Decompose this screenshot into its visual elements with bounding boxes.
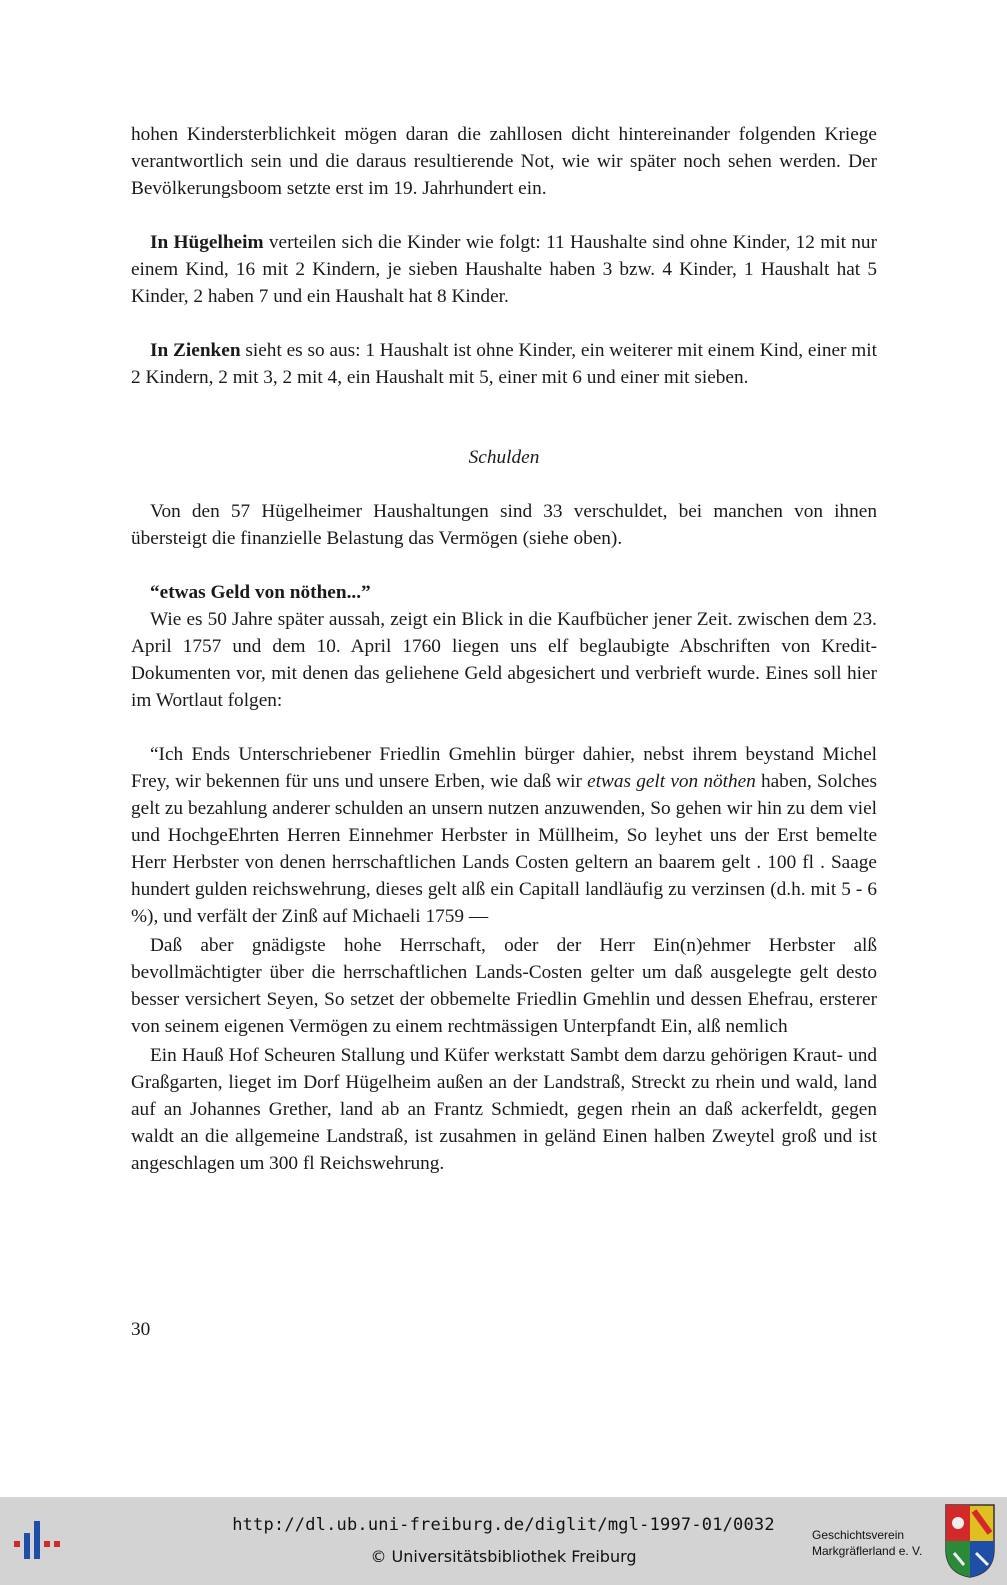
society-name-line-1: Geschichtsverein	[812, 1528, 905, 1542]
quote-1-italic: etwas gelt von nöthen	[587, 771, 756, 792]
quote-paragraph-1	[131, 741, 877, 930]
footer-bar	[0, 1497, 1007, 1585]
society-name	[812, 1527, 922, 1559]
society-name-line-2: Markgräflerland e. V.	[812, 1544, 923, 1558]
paragraph-zienken	[131, 337, 877, 391]
paragraph-huegelheim-text: verteilen sich die Kinder wie folgt: 11 Haushalte sind ohne Kinder, 12 mit nur einem Kind, 16 mit 2 Kindern, je sieben Haushalte haben 3 bzw. 4 Kinder, 1 Haushalt hat 5 Kinder, 2 haben 7 und ein Haushalt hat 8 Kinder.	[131, 232, 877, 307]
paragraph-credit-documents: Wie es 50 Jahre später aussah, zeigt ein Blick in die Kaufbücher jener Zeit. zwischen dem 23. April 1757 und dem 10. April 1760 liegen uns elf beglaubigte Abschriften von Kredit-Dokumenten vor, mit denen das geliehene Geld abgesichert und verbrieft wurde. Eines soll hier im Wortlaut folgen:	[131, 609, 877, 711]
quote-1-part-a: “Ich Ends Unterschriebener Friedlin Gmehlin bürger dahier, nebst ihrem beystand Michel Frey, wir bekennen für uns und unsere Erben, wie daß wir	[131, 744, 877, 792]
document-page	[131, 121, 877, 1177]
paragraph-child-mortality: hohen Kindersterblichkeit mögen daran die zahllosen dicht hintereinander folgenden Kriege verantwortlich sein und die daraus resultierende Not, wie wir später noch sehen werden. Der Bevölkerungsboom setzte erst im 19. Jahrhundert ein.	[131, 124, 877, 199]
page-number: 30	[131, 1319, 151, 1340]
copyright-text: © Universitätsbibliothek Freiburg	[370, 1547, 637, 1566]
source-url-link[interactable]: http://dl.ub.uni-freiburg.de/diglit/mgl-1997-01/0032	[232, 1515, 775, 1535]
coat-of-arms-icon	[944, 1503, 996, 1579]
quote-paragraph-3: Ein Hauß Hof Scheuren Stallung und Küfer werkstatt Sambt dem darzu gehörigen Kraut- und Graßgarten, lieget im Dorf Hügelheim außen an der Landstraß, Streckt zu rhein und wald, land auf an Johannes Grether, land ab an Frantz Schmiedt, gegen rhein an daß ackerfeldt, gegen waldt an die allgemeine Landstraß, ist zusahmen in geländ Einen halben Zweytel groß und ist angeschlagen um 300 fl Reichswehrung.	[131, 1045, 877, 1174]
quote-1-part-b: haben, Solches gelt zu bezahlung anderer schulden an unsern nutzen anzuwenden, So gehen wir hin zu dem viel und HochgeEhrten Herren Einnehmer Herbster in Müllheim, So leyhet uns der Erst bemelte Herr Herbster von denen herrschaftlichen Lands Costen geltern an baarem gelt . 100 fl . Saage hundert gulden reichswehrung, dieses gelt alß ein Capitall landläufig zu verzinsen (d.h. mit 5 - 6 %), und verfält der Zinß auf Michaeli 1759 —	[131, 771, 877, 927]
place-name-huegelheim: In Hügelheim	[150, 232, 264, 253]
quote-paragraph-2: Daß aber gnädigste hohe Herrschaft, oder der Herr Ein(n)ehmer Herbster alß bevollmächtigter über die herrschaftlichen Lands-Costen gelter um daß ausgelegte gelt desto besser versichert Seyen, So setzet der obbemelte Friedlin Gmehlin und dessen Ehefrau, ersterer von seinem eigenen Vermögen zu einem rechtmässigen Unterpfandt Ein, alß nemlich	[131, 935, 877, 1037]
place-name-zienken: In Zienken	[150, 340, 241, 361]
paragraph-zienken-text: sieht es so aus: 1 Haushalt ist ohne Kinder, ein weiterer mit einem Kind, einer mit 2 Kindern, 2 mit 3, 2 mit 4, ein Haushalt mit 5, einer mit 6 und einer mit sieben.	[131, 340, 877, 388]
paragraph-huegelheim	[131, 229, 877, 310]
paragraph-debts: Von den 57 Hügelheimer Haushaltungen sind 33 verschuldet, bei manchen von ihnen übersteigt die finanzielle Belastung das Vermögen (siehe oben).	[131, 501, 877, 549]
section-title: Schulden	[468, 447, 540, 468]
subheading-quote: “etwas Geld von nöthen...”	[150, 582, 371, 603]
